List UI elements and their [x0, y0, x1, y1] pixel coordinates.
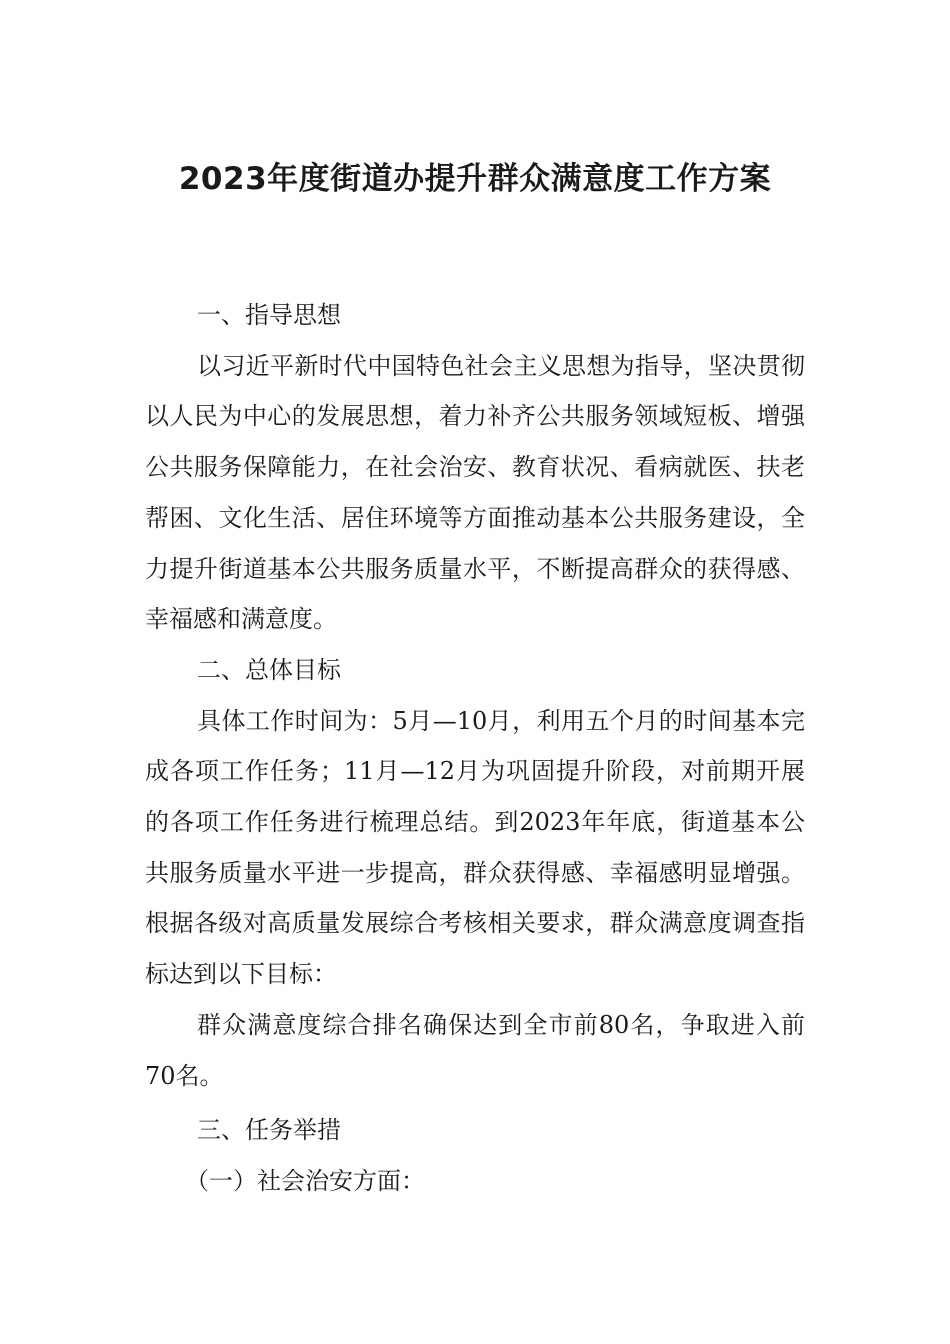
paragraph-overall-goal: 具体工作时间为：5月—10月，利用五个月的时间基本完成各项工作任务；11月—12月为巩固提升阶段，对前期开展的各项工作任务进行梳理总结。到2023年年底，街道基本公共服务质量水平进一步提高，群众获得感、幸福感明显增强。根据各级对高质量发展综合考核相关要求，群众满意度调查指标达到以下目标： [145, 706, 805, 989]
section-heading-overall-goal: 二、总体目标 [197, 655, 341, 684]
paragraph-guiding-ideology: 以习近平新时代中国特色社会主义思想为指导，坚决贯彻以人民为中心的发展思想，着力补齐公共服务领域短板、增强公共服务保障能力，在社会治安、教育状况、看病就医、扶老帮困、文化生活、居住环境等方面推动基本公共服务建设，全力提升街道基本公共服务质量水平，不断提高群众的获得感、幸福感和满意度。 [145, 351, 805, 634]
section-heading-tasks: 三、任务举措 [197, 1116, 341, 1145]
section-heading-guiding-ideology: 一、指导思想 [197, 301, 341, 329]
document-title: 2023年度街道办提升群众满意度工作方案 [178, 161, 772, 197]
paragraph-ranking-target: 群众满意度综合排名确保达到全市前80名，争取进入前70名。 [145, 1010, 805, 1090]
subsection-heading-public-security: （一）社会治安方面： [185, 1166, 425, 1195]
document-body [145, 290, 805, 1207]
